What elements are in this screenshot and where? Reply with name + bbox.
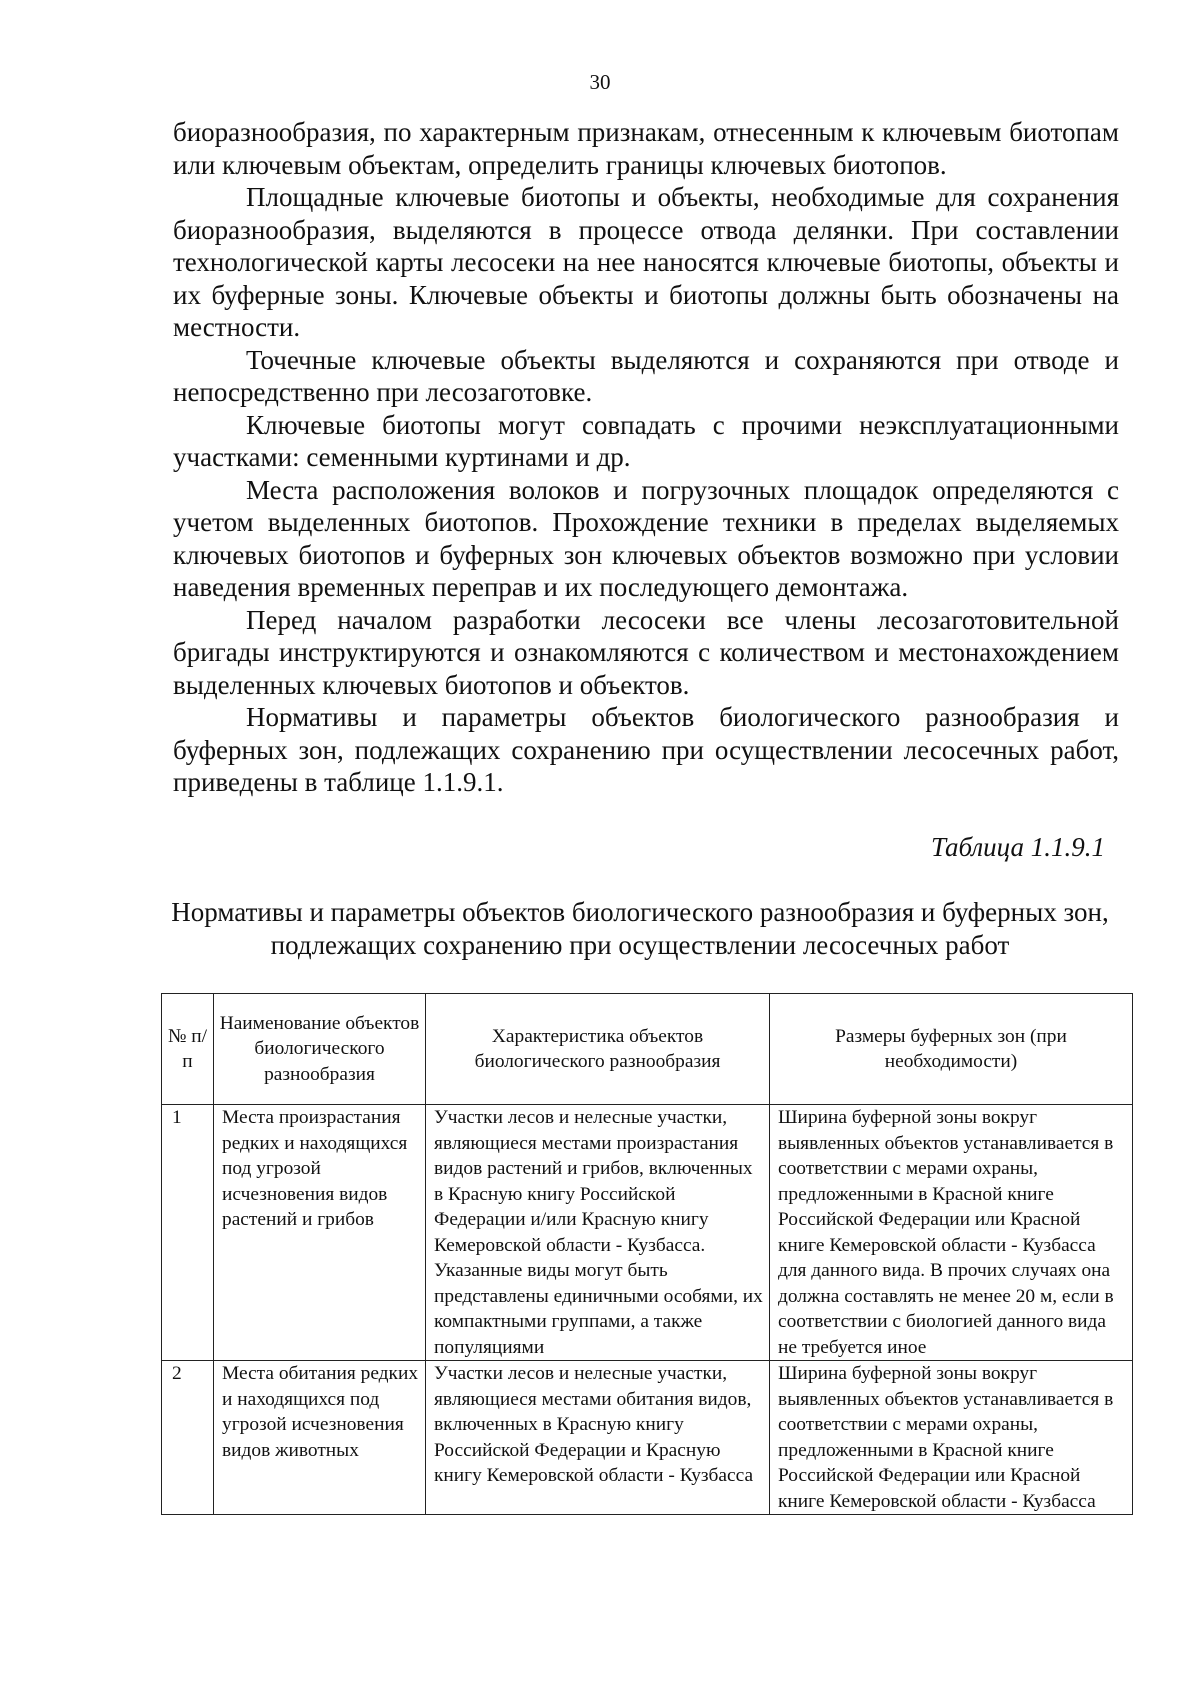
object-name: Места произрастания редких и находящихся под угрозой исчезновения видов растений и грибов [214,1105,426,1361]
paragraph: Ключевые биотопы могут совпадать с прочими неэксплуатационными участками: семенными куртинами и др. [173,409,1119,472]
paragraph: Точечные ключевые объекты выделяются и сохраняются при отводе и непосредственно при лесозаготовке. [173,344,1119,407]
table-title: Нормативы и параметры объектов биологического разнообразия и буферных зон, подлежащих сохранению при осуществлении лесосечных работ [171,897,1109,960]
column-header-buffer-size: Размеры буферных зон (при необходимости) [770,994,1133,1105]
page-number: 30 [589,70,611,94]
buffer-zone-size: Ширина буферной зоны вокруг выявленных объектов устанавливается в соответствии с мерами охраны, предложенными в Красной книге Российской Федерации или Красной книге Кемеровской области - Кузбасса [770,1361,1133,1515]
table-row [162,1361,1133,1515]
paragraph: Нормативы и параметры объектов биологического разнообразия и буферных зон, подлежащих сохранению при осуществлении лесосечных работ, приведены в таблице 1.1.9.1. [173,702,1119,797]
column-header-number: № п/п [162,994,214,1105]
column-header-characteristics: Характеристика объектов биологического разнообразия [426,994,770,1105]
paragraph: Площадные ключевые биотопы и объекты, необходимые для сохранения биоразнообразия, выделяются в процессе отвода делянки. При составлении технологической карты лесосеки на нее наносятся ключевые биотопы, объекты и их буферные зоны. Ключевые объекты и биотопы должны быть обозначены на местности. [173,182,1119,342]
paragraph: Места расположения волоков и погрузочных площадок определяются с учетом выделенных биотопов. Прохождение техники в пределах выделяемых ключевых биотопов и буферных зон ключевых объектов возможно при условии наведения временных переправ и их последующего демонтажа. [173,474,1119,602]
buffer-zone-size: Ширина буферной зоны вокруг выявленных объектов устанавливается в соответствии с мерами охраны, предложенными в Красной книге Российской Федерации или Красной книге Кемеровской области - Кузбасса для данного вида. В прочих случаях она должна составлять не менее 20 м, если в соответствии с биологией данного вида не требуется иное [770,1105,1133,1361]
object-characteristics: Участки лесов и нелесные участки, являющиеся местами произрастания видов растений и грибов, включенных в Красную книгу Российской Федерации и/или Красную книгу Кемеровской области - Кузбасса. Указанные виды могут быть представлены единичными особями, их компактными группами, а также популяциями [426,1105,770,1361]
body-text [173,116,1119,799]
row-number: 1 [162,1105,214,1361]
object-characteristics: Участки лесов и нелесные участки, являющиеся местами обитания видов, включенных в Красную книгу Российской Федерации и Красную книгу Кемеровской области - Кузбасса [426,1361,770,1515]
table-label: Таблица 1.1.9.1 [930,832,1105,862]
table-row [162,1105,1133,1361]
paragraph: Перед началом разработки лесосеки все члены лесозаготовительной бригады инструктируются и ознакомляются с количеством и местонахождением выделенных ключевых биотопов и объектов. [173,604,1119,700]
norms-table [161,993,1133,1515]
column-header-name: Наименование объектов биологического разнообразия [214,994,426,1105]
table-header-row [162,994,1133,1105]
object-name: Места обитания редких и находящихся под угрозой исчезновения видов животных [214,1361,426,1515]
paragraph: биоразнообразия, по характерным признакам, отнесенным к ключевым биотопам или ключевым объектам, определить границы ключевых биотопов. [173,117,1119,180]
row-number: 2 [162,1361,214,1515]
